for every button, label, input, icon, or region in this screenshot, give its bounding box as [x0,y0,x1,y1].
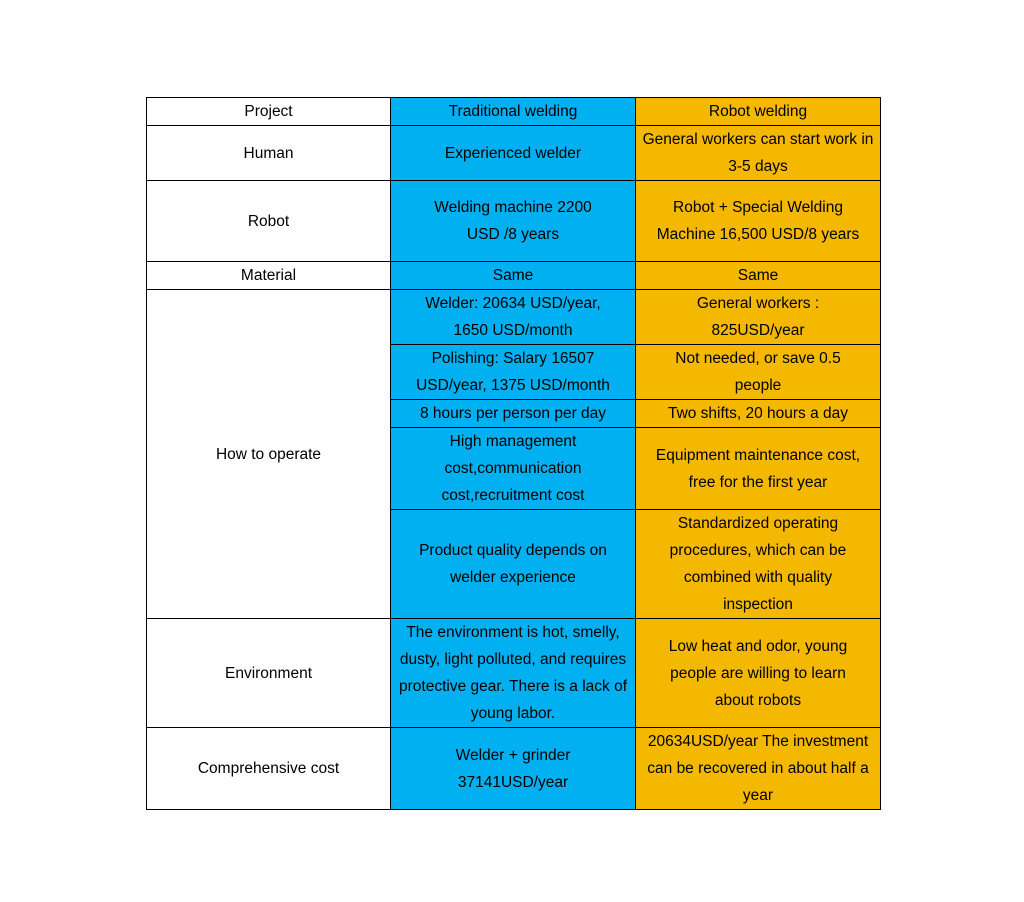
operate-robot-2: Not needed, or save 0.5 people [636,345,881,400]
human-traditional: Experienced welder [391,126,636,181]
operate-traditional-5: Product quality depends on welder experience [391,510,636,619]
operate-traditional-2: Polishing: Salary 16507 USD/year, 1375 USD/month [391,345,636,400]
header-project: Project [147,98,391,126]
table-row-operate-1 [147,290,881,345]
table-row-comprehensive-cost [147,728,881,810]
operate-traditional-4: High management cost,communication cost,recruitment cost [391,428,636,510]
environment-robot: Low heat and odor, young people are willing to learn about robots [636,619,881,728]
row-label-comprehensive-cost: Comprehensive cost [147,728,391,810]
row-label-robot: Robot [147,181,391,262]
operate-robot-4: Equipment maintenance cost, free for the first year [636,428,881,510]
table-row-material [147,262,881,290]
cost-robot: 20634USD/year The investment can be recovered in about half a year [636,728,881,810]
operate-traditional-1: Welder: 20634 USD/year, 1650 USD/month [391,290,636,345]
cost-traditional: Welder + grinder 37141USD/year [391,728,636,810]
operate-robot-3: Two shifts, 20 hours a day [636,400,881,428]
comparison-table [146,97,881,810]
row-label-material: Material [147,262,391,290]
robot-traditional: Welding machine 2200 USD /8 years [391,181,636,262]
header-robot-welding: Robot welding [636,98,881,126]
row-label-how-to-operate: How to operate [147,290,391,619]
header-traditional-welding: Traditional welding [391,98,636,126]
operate-robot-5: Standardized operating procedures, which can be combined with quality inspection [636,510,881,619]
material-robot: Same [636,262,881,290]
table-header-row [147,98,881,126]
row-label-environment: Environment [147,619,391,728]
table-row-robot [147,181,881,262]
environment-traditional: The environment is hot, smelly, dusty, light polluted, and requires protective gear. There is a lack of young labor. [391,619,636,728]
table-row-human [147,126,881,181]
material-traditional: Same [391,262,636,290]
operate-robot-1: General workers : 825USD/year [636,290,881,345]
operate-traditional-3: 8 hours per person per day [391,400,636,428]
human-robot: General workers can start work in 3-5 days [636,126,881,181]
table-row-environment [147,619,881,728]
robot-robot: Robot + Special Welding Machine 16,500 USD/8 years [636,181,881,262]
row-label-human: Human [147,126,391,181]
